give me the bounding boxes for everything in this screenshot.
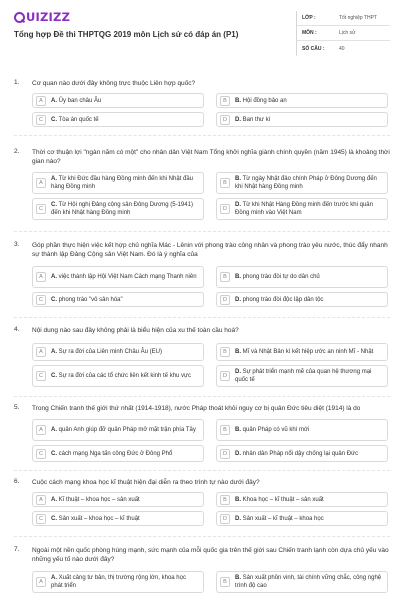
option-text — [235, 296, 327, 304]
meta-key: SỐ CÂU : — [302, 45, 325, 52]
option-content: Từ khi Đức đầu hàng Đồng minh đến khi Nhật đầu hàng Đồng minh — [51, 176, 194, 190]
option-content: Sự phát triển mạnh mẽ của quan hệ thương mại quốc tế — [235, 369, 372, 383]
option-letter-box: B — [220, 577, 230, 587]
option-content: Sản xuất – khoa học – kĩ thuật — [58, 515, 140, 522]
option-letter-box: C — [36, 449, 46, 459]
option-label: C. — [51, 202, 57, 208]
option-letter-box: A — [36, 347, 46, 357]
option-d[interactable] — [216, 445, 388, 462]
option-a[interactable] — [32, 492, 204, 507]
meta-value: Lịch sử — [339, 30, 356, 36]
meta-key: LỚP : — [302, 15, 316, 21]
option-content: Sản xuất phồn vinh, tài chính vững chắc, công nghệ trình độ cao — [235, 575, 382, 589]
option-text — [51, 515, 144, 523]
question-number: 7. — [14, 546, 20, 553]
question-text: Nội dung nào sau đây không phải là biểu hiện của xu thế toàn cầu hoá? — [32, 327, 239, 334]
option-content: quân Anh giúp đỡ quân Pháp mở mặt trận phía Tây — [58, 427, 196, 433]
option-text — [51, 574, 203, 590]
option-label: A. — [51, 496, 57, 503]
option-text — [51, 348, 166, 356]
option-label: B. — [235, 575, 241, 581]
option-letter-box: D — [220, 115, 230, 125]
option-c[interactable] — [32, 198, 204, 220]
option-content: Sự ra đời của Liên minh Châu Âu (EU) — [58, 349, 163, 355]
option-content: Kĩ thuật – khoa học – sản xuất — [58, 496, 140, 503]
option-letter-box: C — [36, 514, 46, 524]
option-letter-box: D — [220, 295, 230, 305]
option-text — [235, 368, 387, 384]
option-content: cách mạng Nga tấn công Đức ở Đông Phổ — [58, 450, 173, 457]
option-label: D. — [235, 116, 241, 123]
option-text — [51, 97, 105, 105]
option-c[interactable] — [32, 365, 204, 387]
question-text: Trong Chiến tranh thế giới thứ nhất (1914-1918), nước Pháp thoát khỏi nguy cơ bị quân Đức tiêu diệt (1914) là do — [32, 405, 361, 412]
option-label: D. — [235, 369, 241, 375]
option-content: nhân dân Pháp nổi dậy chống lại quân Đức — [242, 450, 359, 457]
option-text — [51, 372, 195, 380]
option-content: Mĩ và Nhật Bản kí kết hiệp ước an ninh Mĩ - Nhật — [242, 349, 374, 355]
option-text — [51, 201, 203, 217]
option-letter-box: B — [220, 272, 230, 282]
option-d[interactable] — [216, 511, 388, 526]
option-text — [235, 515, 328, 523]
option-text — [235, 426, 313, 434]
option-c[interactable] — [32, 112, 204, 127]
option-letter-box: A — [36, 495, 46, 505]
option-text — [235, 97, 291, 105]
question-divider — [14, 536, 390, 537]
option-content: việc thành lập Hội Việt Nam Cách mạng Thanh niên — [58, 274, 197, 280]
option-d[interactable] — [216, 112, 388, 127]
option-label: D. — [235, 202, 241, 208]
question-number: 2. — [14, 148, 20, 155]
option-text — [51, 175, 203, 191]
option-label: C. — [51, 515, 57, 522]
option-label: A. — [51, 274, 57, 280]
option-content: Ủy ban châu Âu — [58, 97, 102, 104]
option-content: quân Pháp có vũ khí mới — [242, 427, 310, 433]
question-divider — [14, 231, 390, 232]
question-number: 3. — [14, 241, 20, 248]
meta-row-count — [297, 41, 390, 56]
option-a[interactable] — [32, 343, 204, 361]
question-number: 4. — [14, 326, 20, 333]
option-label: C. — [51, 116, 57, 123]
option-letter-box: C — [36, 295, 46, 305]
option-content: Tòa án quốc tế — [58, 116, 99, 123]
option-label: A. — [51, 349, 57, 355]
option-content: Sản xuất – kĩ thuật – khoa học — [242, 515, 324, 522]
option-content: Từ ngày Nhật đảo chính Pháp ở Đông Dương đến khi Nhật hàng Đồng minh — [235, 176, 377, 190]
question-number: 5. — [14, 404, 20, 411]
option-letter-box: B — [220, 495, 230, 505]
option-a[interactable] — [32, 172, 204, 194]
option-label: B. — [235, 349, 241, 355]
option-text — [51, 450, 176, 458]
meta-row-class — [297, 11, 390, 26]
option-label: A. — [51, 176, 57, 182]
option-letter-box: B — [220, 425, 230, 435]
option-content: Hội đồng bảo an — [242, 97, 287, 104]
option-a[interactable] — [32, 93, 204, 108]
option-text — [235, 496, 328, 504]
option-label: D. — [235, 515, 241, 522]
option-text — [51, 496, 144, 504]
worksheet-title: Tổng hợp Đề thi THPTQG 2019 môn Lịch sử có đáp án (P1) — [14, 30, 239, 39]
question-divider — [14, 470, 390, 471]
option-label: B. — [235, 496, 241, 503]
option-label: C. — [51, 296, 57, 303]
option-content: phong trào đòi độc lập dân tộc — [242, 296, 324, 303]
option-letter-box: C — [36, 204, 46, 214]
question-text: Cuộc cách mạng khoa học kĩ thuật hiện đại diễn ra theo trình tự nào dưới đây? — [32, 479, 260, 486]
option-text — [235, 175, 387, 191]
option-label: A. — [51, 427, 57, 433]
option-content: phong trào đòi tự do dân chủ — [242, 274, 320, 280]
question-text: Cơ quan nào dưới đây không trực thuộc Liên hợp quốc? — [32, 80, 196, 87]
option-label: B. — [235, 176, 241, 182]
option-c[interactable] — [32, 292, 204, 307]
option-text — [235, 201, 387, 217]
option-b[interactable] — [216, 492, 388, 507]
option-text — [51, 273, 201, 281]
option-c[interactable] — [32, 445, 204, 462]
logo-q-mark — [14, 12, 25, 23]
option-text — [235, 116, 274, 124]
option-letter-box: B — [220, 178, 230, 188]
question-number: 6. — [14, 478, 20, 485]
option-letter-box: A — [36, 425, 46, 435]
option-content: Khoa học – kĩ thuật – sản xuất — [242, 496, 324, 503]
option-letter-box: A — [36, 272, 46, 282]
option-text — [235, 273, 324, 281]
option-letter-box: C — [36, 115, 46, 125]
option-content: Sự ra đời của các tổ chức liên kết kinh tế khu vực — [58, 373, 192, 379]
question-divider — [14, 396, 390, 397]
question-divider — [14, 317, 390, 318]
option-label: C. — [51, 450, 57, 457]
option-content: phong trào "vô sản hóa" — [58, 296, 123, 303]
option-content: Từ khi Nhật Hàng Đồng minh đến trước khi quân Đồng minh vào Việt Nam — [235, 202, 373, 216]
logo-text: UIZIZZ — [26, 10, 71, 24]
option-letter-box: C — [36, 371, 46, 381]
option-text — [51, 116, 103, 124]
question-divider — [14, 135, 390, 136]
option-letter-box: A — [36, 178, 46, 188]
option-label: D. — [235, 296, 241, 303]
option-label: B. — [235, 97, 241, 104]
option-label: B. — [235, 274, 241, 280]
question-text: Ngoài một nền quốc phòng hùng mạnh, sức mạnh của mỗi quốc gia trên thế giới sau Chiến tranh lạnh còn dựa chủ yếu vào những yếu tố nào dưới đây? — [32, 547, 389, 563]
option-letter-box: D — [220, 371, 230, 381]
option-b[interactable] — [216, 343, 388, 361]
option-b[interactable] — [216, 571, 388, 593]
option-content: Ban thư kí — [242, 116, 271, 123]
option-b[interactable] — [216, 419, 388, 441]
option-label: A. — [51, 575, 57, 581]
option-label: D. — [235, 450, 241, 457]
option-label: C. — [51, 373, 57, 379]
option-a[interactable] — [32, 571, 204, 593]
option-letter-box: A — [36, 96, 46, 106]
option-b[interactable] — [216, 93, 388, 108]
option-b[interactable] — [216, 172, 388, 194]
option-c[interactable] — [32, 511, 204, 526]
option-label: B. — [235, 427, 241, 433]
option-letter-box: D — [220, 514, 230, 524]
worksheet-header — [0, 0, 400, 66]
option-letter-box: B — [220, 347, 230, 357]
option-a[interactable] — [32, 266, 204, 288]
option-a[interactable] — [32, 419, 204, 441]
option-b[interactable] — [216, 266, 388, 288]
meta-row-subject — [297, 26, 390, 41]
option-text — [235, 348, 377, 356]
meta-key: MÔN : — [302, 30, 317, 36]
option-d[interactable] — [216, 198, 388, 220]
option-d[interactable] — [216, 365, 388, 387]
option-letter-box: A — [36, 577, 46, 587]
option-letter-box: D — [220, 204, 230, 214]
option-letter-box: B — [220, 96, 230, 106]
option-letter-box: D — [220, 449, 230, 459]
option-text — [51, 426, 200, 434]
option-label: A. — [51, 97, 57, 104]
option-content: Từ Hội nghị Đảng cộng sản Đông Dương (5-1941) đến khi Nhật hàng Đồng minh — [51, 202, 193, 216]
question-text: Thời cơ thuận lợi "ngàn năm có một" cho nhân dân Việt Nam Tổng khởi nghĩa giành chính quyền (năm 1945) là khoảng thời gian nào? — [32, 149, 390, 165]
question-number: 1. — [14, 79, 20, 86]
option-text — [235, 574, 387, 590]
meta-table — [296, 11, 390, 56]
option-text — [51, 296, 127, 304]
meta-value: Tốt nghiệp THPT — [339, 15, 377, 21]
option-text — [235, 450, 362, 458]
option-content: Xuất cảng tư bản, thị trường rộng lớn, khoa học phát triển — [51, 575, 186, 589]
question-text: Góp phần thực hiện việc kết hợp chủ nghĩa Mác - Lênin với phong trào công nhân và phong trào yêu nước, thúc đẩy nhanh sự thành lập Đảng Cộng sản Việt Nam. Đó là ý nghĩa của — [32, 242, 388, 258]
option-d[interactable] — [216, 292, 388, 307]
meta-value: 40 — [339, 45, 345, 52]
